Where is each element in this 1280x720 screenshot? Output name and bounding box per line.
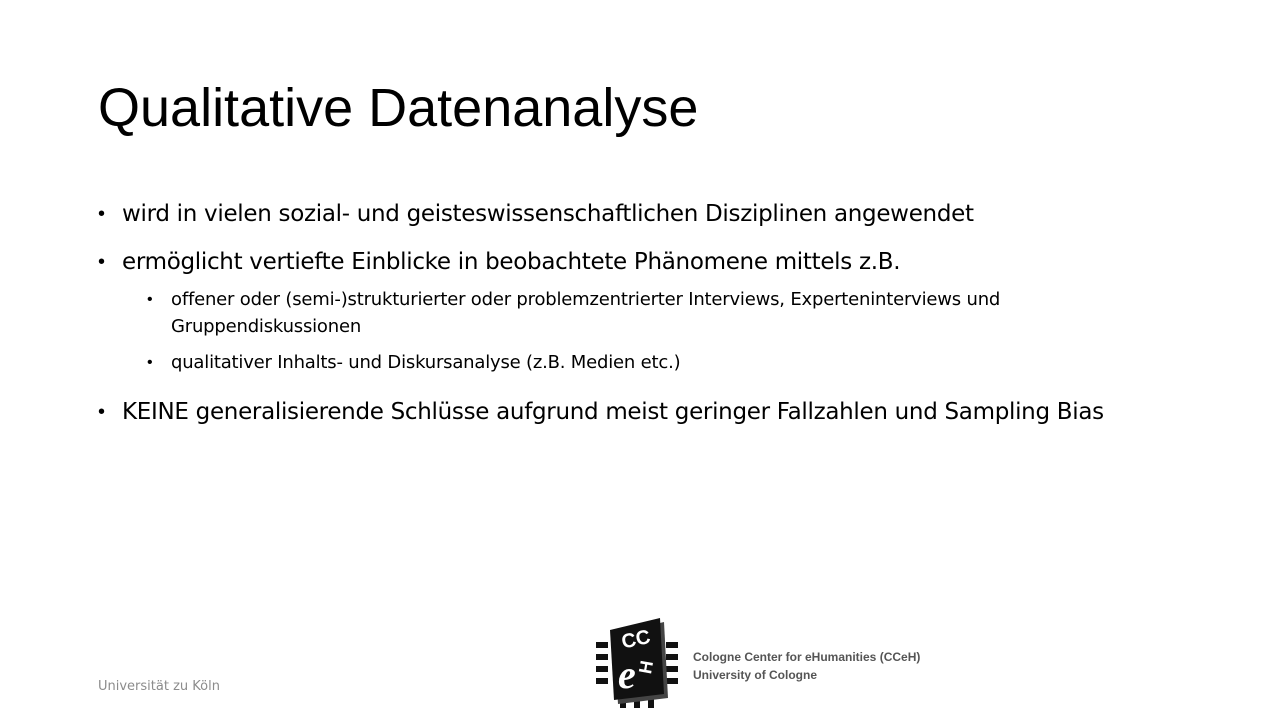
bullet-text: ermöglicht vertiefte Einblicke in beobachtete Phänomene mittels z.B. [122,249,901,275]
bullet-icon: • [147,291,153,308]
bullet-text: wird in vielen sozial- und geisteswissenschaftlichen Disziplinen angewendet [122,201,974,227]
bullet-item [98,246,1218,278]
logo-letter-e: e [618,652,636,697]
sub-bullet-text: offener oder (semi-)strukturierter oder problemzentrierter Interviews, Experteninterviews und Gruppendiskussionen [171,289,1001,337]
bullet-text: KEINE generalisierende Schlüsse aufgrund meist geringer Fallzahlen und Sampling Bias [122,399,1104,425]
ccehh-logo-icon [590,612,684,712]
logo-caption-line2: University of Cologne [693,668,818,682]
bullet-icon: • [147,354,153,371]
slide-title: Qualitative Datenanalyse [98,78,699,138]
sub-bullet-item [147,286,1167,340]
bullet-item [98,198,1218,230]
sub-bullet-text: qualitativer Inhalts- und Diskursanalyse (z.B. Medien etc.) [171,352,681,373]
university-footer: Universität zu Köln [98,679,220,694]
bullet-item [98,396,1218,428]
bullet-icon: • [98,251,106,273]
logo-caption [693,648,920,684]
logo-caption-line1: Cologne Center for eHumanities (CCeH) [693,650,921,664]
sub-bullet-item [147,349,1167,376]
logo-letters-cc: CC [619,625,653,654]
bullet-icon: • [98,401,106,423]
bullet-icon: • [98,203,106,225]
logo-letter-h: H [635,659,658,676]
